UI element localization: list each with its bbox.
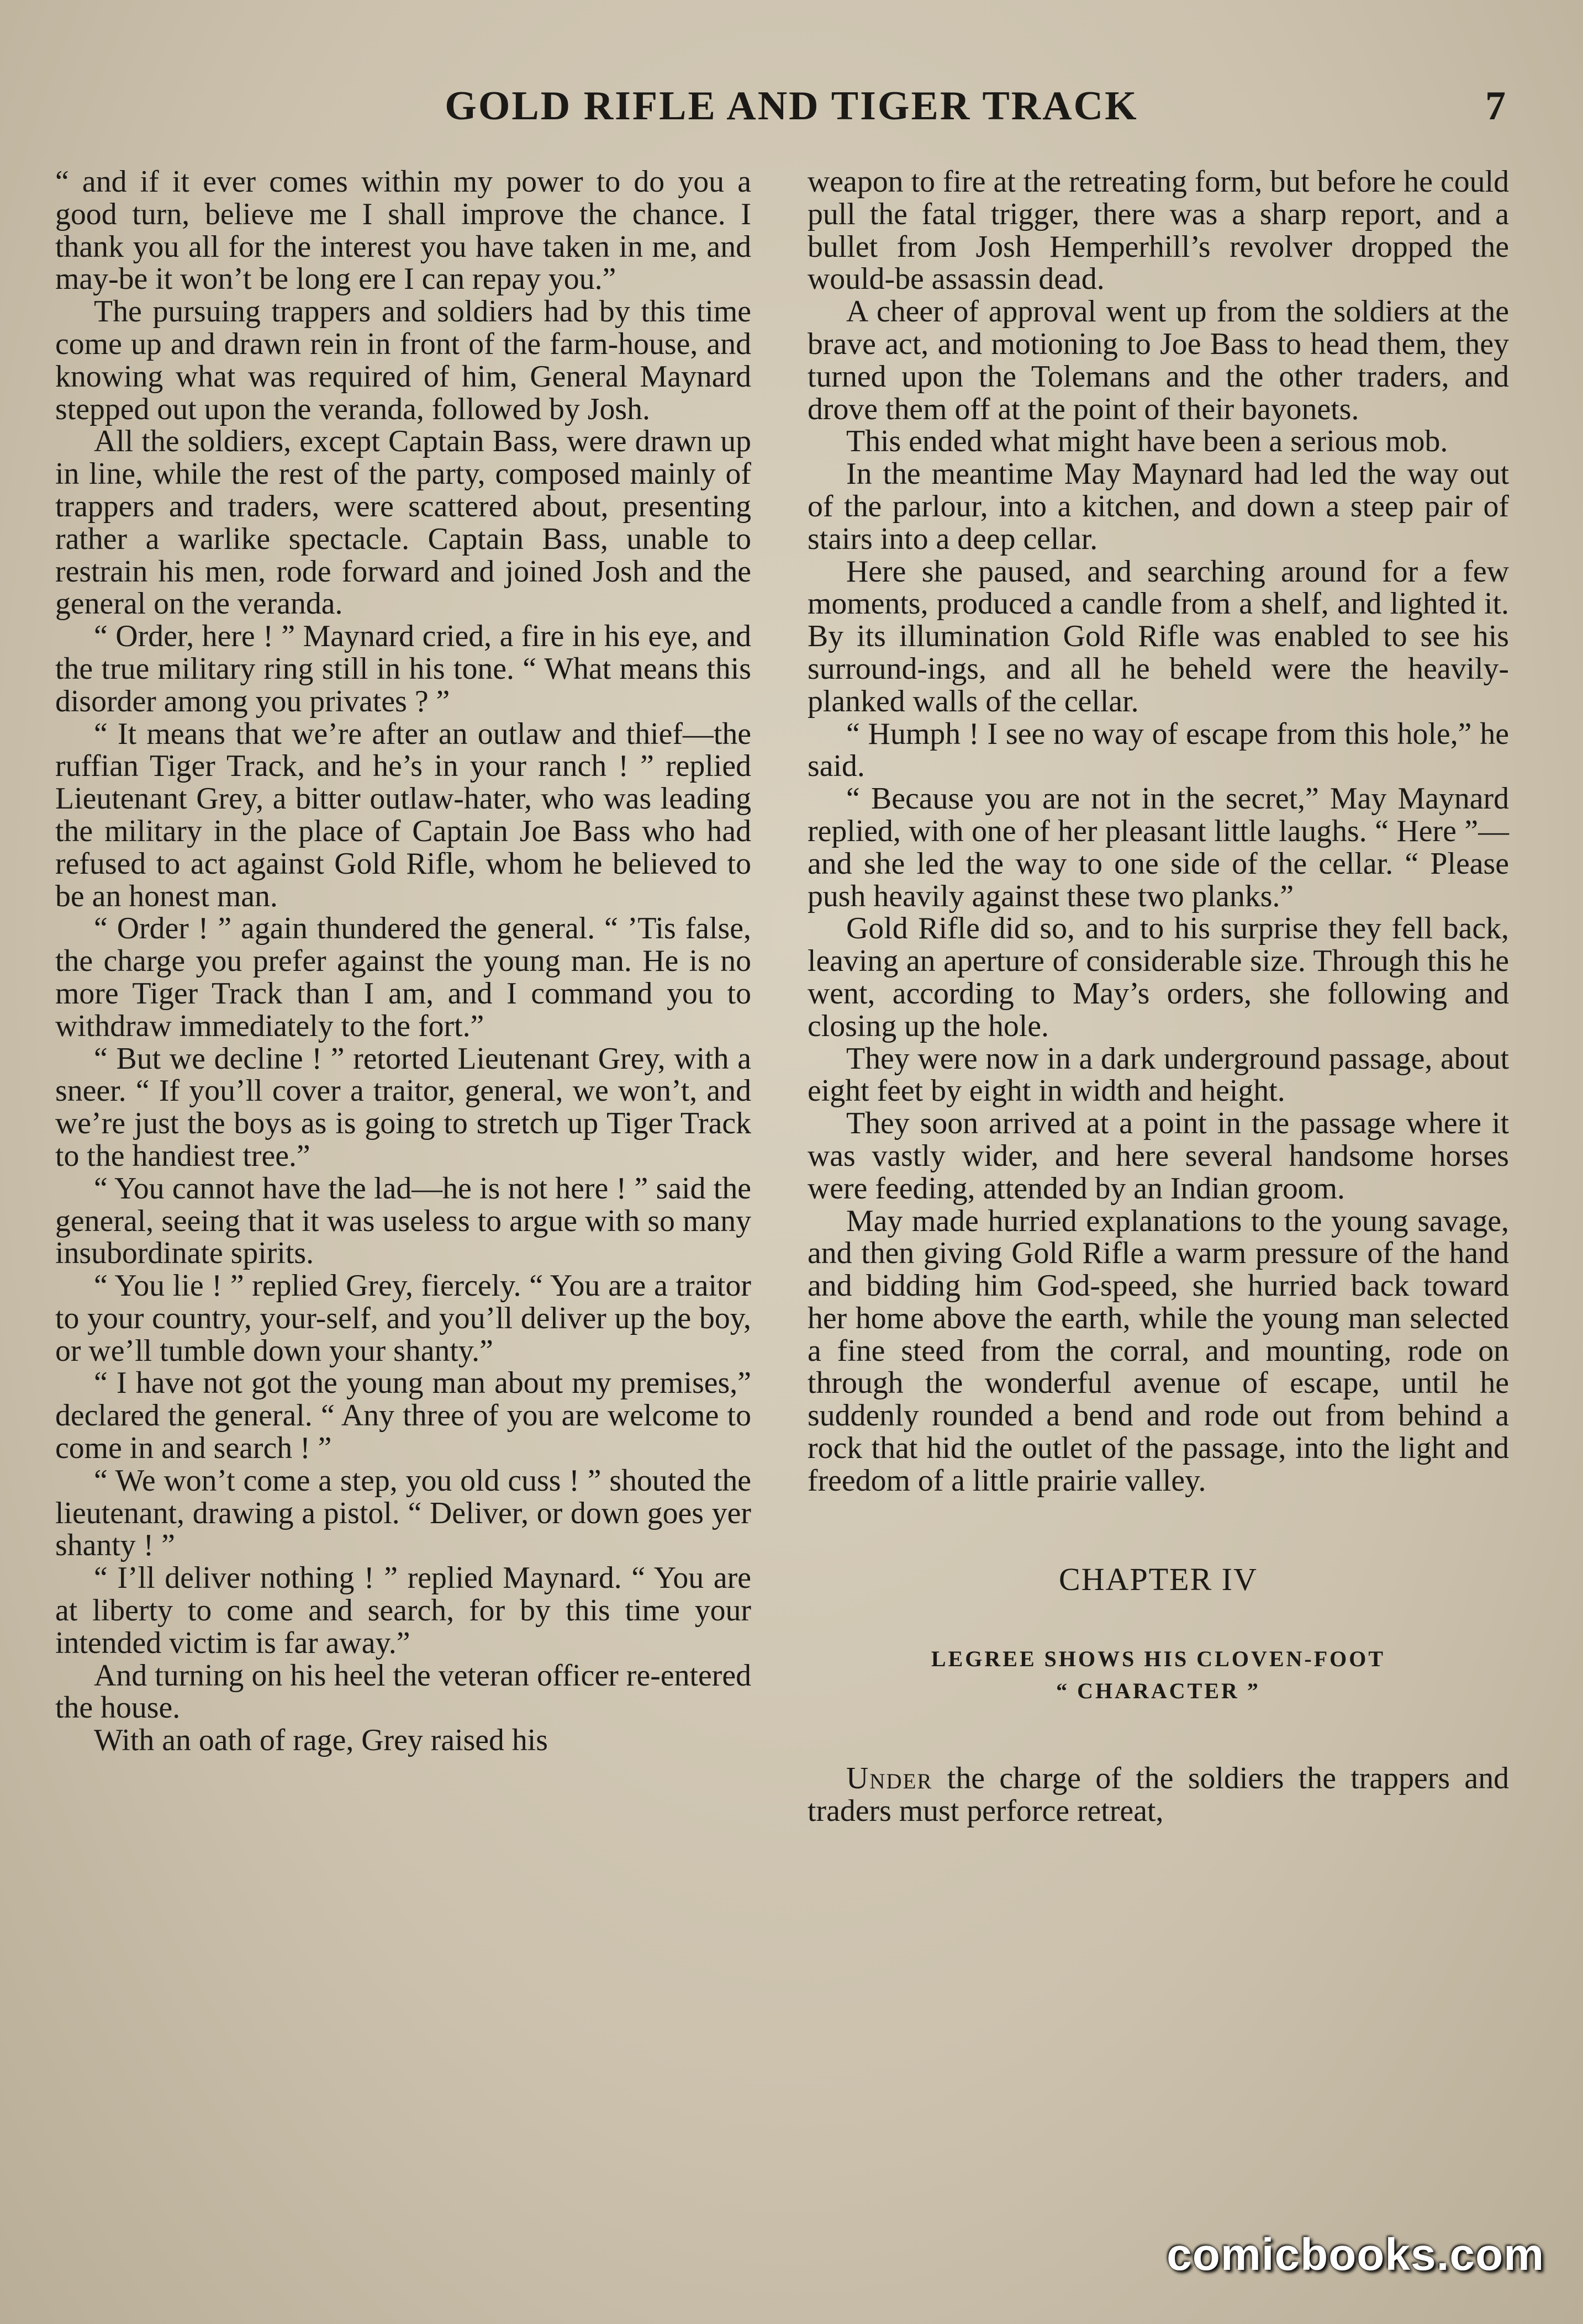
chapter-heading: CHAPTER IV: [1059, 1561, 1258, 1597]
opening-word: Under: [846, 1761, 933, 1796]
chapter-subtitle-continued: “ CHARACTER ”: [1056, 1678, 1260, 1704]
paragraph: With an oath of rage, Grey raised his: [94, 1723, 548, 1758]
paragraph: May made hurried explanations to the young savage, and then giving Gold Rifle a warm pressure of the hand and bidding him God-speed, she hurried back toward her home above the earth, while the young man selected a fine steed from the corral, and mounting, rode on through the wonderful avenue of escape, until he suddenly rounded a bend and rode out from behind a rock that hid the outlet of the passage, into the light and freedom of a little prairie valley.: [808, 1203, 1509, 1498]
paragraph: “ I have not got the young man about my premises,” declared the general. “ Any three of you are welcome to come in and search ! ”: [55, 1366, 751, 1466]
paragraph: Gold Rifle did so, and to his surprise they fell back, leaving an aperture of considerable size. Through this he went, according to May’s orders, she following and closing up the hole.: [808, 911, 1509, 1043]
chapter-subtitle: LEGREE SHOWS HIS CLOVEN-FOOT: [931, 1646, 1386, 1672]
paragraph: This ended what might have been a serious mob.: [846, 424, 1448, 459]
paragraph: “ and if it ever comes within my power to do you a good turn, believe me I shall improve the chance. I thank you all for the interest you have taken in me, and may-be it won’t be long ere I can repay you.”: [55, 165, 751, 297]
paragraph: “ We won’t come a step, you old cuss ! ” shouted the lieutenant, drawing a pistol. “ Deliver, or down goes yer shanty ! ”: [55, 1463, 751, 1563]
paragraph: “ But we decline ! ” retorted Lieutenant Grey, with a sneer. “ If you’ll cover a traitor, general, we won’t, and we’re just the boys as is going to stretch up Tiger Track to the handiest tree.”: [55, 1041, 751, 1173]
paragraph: “ Humph ! I see no way of escape from this hole,” he said.: [808, 716, 1509, 784]
paragraph: All the soldiers, except Captain Bass, were drawn up in line, while the rest of the party, composed mainly of trappers and traders, were scattered about, presenting rather a warlike spectacle. Captain Bass, unable to restrain his men, rode forward and joined Josh and the general on the veranda.: [55, 424, 751, 621]
paragraph: “ I’ll deliver nothing ! ” replied Maynard. “ You are at liberty to come and search, for by this time your intended victim is far away.”: [55, 1561, 751, 1660]
page-header: [61, 83, 1522, 138]
paragraph: “ It means that we’re after an outlaw and thief—the ruffian Tiger Track, and he’s in your ranch ! ” replied Lieutenant Grey, a bitter outlaw-hater, who was leading the military in the place of Captain Joe Bass who had refused to act against Gold Rifle, whom he believed to be an honest man.: [55, 716, 751, 913]
running-title: GOLD RIFLE AND TIGER TRACK: [445, 83, 1138, 129]
right-column: [808, 166, 1509, 1827]
paragraph: “ You lie ! ” replied Grey, fiercely. “ You are a traitor to your country, your-self, and you’ll deliver up the boy, or we’ll tumble down your shanty.”: [55, 1269, 751, 1368]
paragraph: The pursuing trappers and soldiers had by this time come up and drawn rein in front of the farm-house, and knowing what was required of him, General Maynard stepped out upon the veranda, followed by Josh.: [55, 294, 751, 426]
paragraph: A cheer of approval went up from the soldiers at the brave act, and motioning to Joe Bass to head them, they turned upon the Tolemans and the other traders, and drove them off at the point of their bayonets.: [808, 294, 1509, 426]
opening-text: the charge of the soldiers the trappers and traders must perforce retreat,: [808, 1761, 1509, 1829]
paragraph: They were now in a dark underground passage, about eight feet by eight in width and height.: [808, 1041, 1509, 1108]
paragraph: “ Order ! ” again thundered the general. “ ’Tis false, the charge you prefer against the young man. He is no more Tiger Track than I am, and I command you to withdraw immediately to the fort.”: [55, 911, 751, 1043]
paragraph: “ Order, here ! ” Maynard cried, a fire in his eye, and the true military ring still in his tone. “ What means this disorder among you privates ? ”: [55, 619, 751, 719]
paragraph: Here she paused, and searching around for a few moments, produced a candle from a shelf, and lighted it. By its illumination Gold Rifle was enabled to see his surround-ings, and all he beheld were the heavily-planked walls of the cellar.: [808, 554, 1509, 719]
paragraph: “ You cannot have the lad—he is not here ! ” said the general, seeing that it was useless to argue with so many insubordinate spirits.: [55, 1171, 751, 1271]
paragraph: They soon arrived at a point in the passage where it was vastly wider, and here several handsome horses were feeding, attended by an Indian groom.: [808, 1106, 1509, 1206]
left-column: [55, 166, 751, 1757]
watermark-logo: comicbooks.com: [1167, 2230, 1544, 2280]
paragraph: “ Because you are not in the secret,” May Maynard replied, with one of her pleasant little laughs. “ Here ”—and she led the way to one side of the cellar. “ Please push heavily against these two planks.”: [808, 781, 1509, 913]
paragraph: And turning on his heel the veteran officer re-entered the house.: [55, 1658, 751, 1725]
chapter-opening-paragraph: [808, 1762, 1509, 1827]
paragraph: weapon to fire at the retreating form, but before he could pull the fatal trigger, there was a sharp report, and a bullet from Josh Hemperhill’s revolver dropped the would-be assassin dead.: [808, 165, 1509, 297]
page-number: 7: [1485, 83, 1506, 129]
paragraph: In the meantime May Maynard had led the way out of the parlour, into a kitchen, and down a steep pair of stairs into a deep cellar.: [808, 457, 1509, 556]
